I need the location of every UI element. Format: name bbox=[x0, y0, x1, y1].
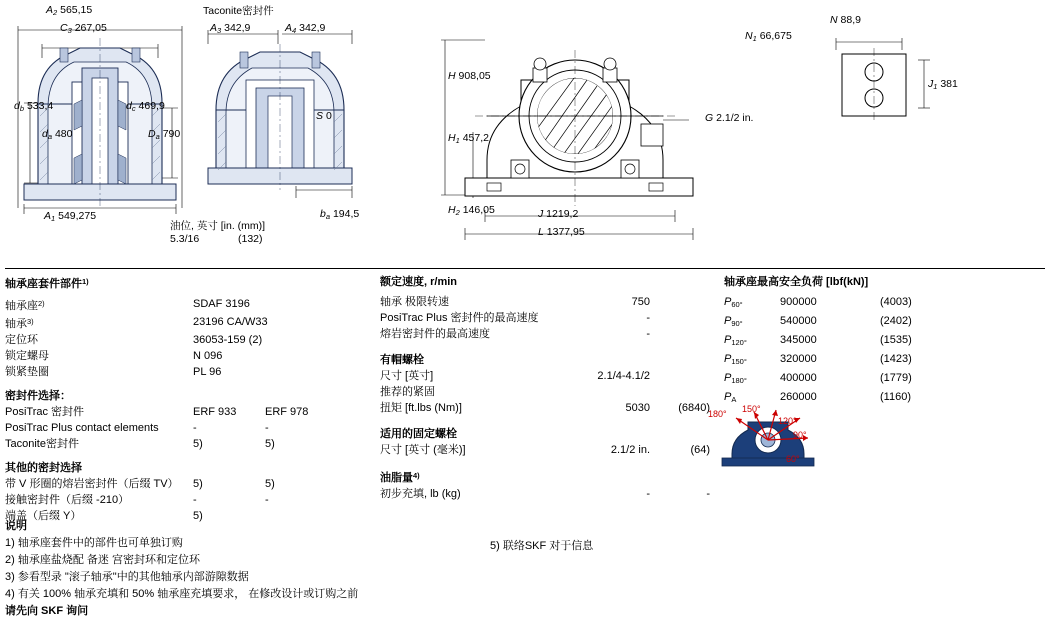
dim-Da: $D_a$ 790 bbox=[148, 128, 181, 141]
side-title: Taconite密封件 bbox=[203, 5, 274, 17]
note-item: 3) 参看型录 "滚子轴承"中的其他轴承内部游隙数据 bbox=[5, 571, 249, 583]
dim-da: $d_a$ 480 bbox=[42, 128, 73, 141]
notes-block bbox=[5, 518, 425, 620]
dim-L: L 1377,95 bbox=[538, 226, 585, 238]
speeds-header: 额定速度, r/min bbox=[380, 276, 458, 288]
oil-level-note-line2: 5.3/16 bbox=[170, 233, 200, 245]
component-row: 轴承$^{3)}$ 23196 CA/W33 bbox=[5, 316, 268, 330]
load-row: $P_A$ 260000 (1160) bbox=[724, 391, 911, 404]
footnote-5: 5) 联络SKF 对于信息 bbox=[490, 540, 594, 552]
seal-options-header: 密封件选择： bbox=[5, 390, 71, 402]
oil-level-note-line3: (132) bbox=[238, 233, 263, 245]
load-angle-label-150: 150° bbox=[742, 404, 761, 414]
other-seal-row: 端盖（后缀 Y） 5) bbox=[5, 510, 203, 522]
loads-header: 轴承座最高安全负荷 [lbf(kN)] bbox=[724, 276, 869, 288]
drawing-side-section bbox=[200, 18, 360, 218]
load-angle-label-60: 60° bbox=[786, 454, 800, 464]
note-item: 2) 轴承座盐烧配 备迷 宫密封环和定位环 bbox=[5, 554, 200, 566]
bolt-row: 扭矩 [ft.lbs (Nm)] 5030 (6840) bbox=[380, 402, 710, 414]
dim-A1: $A_1$ 549,275 bbox=[44, 210, 97, 223]
cap-bolts-header: 有帽螺栓 bbox=[380, 354, 424, 366]
load-row: $P_{90^\circ}$ 540000 (2402) bbox=[724, 315, 912, 328]
dim-dc: $d_c$ 469,9 bbox=[126, 100, 165, 113]
speeds-table bbox=[380, 274, 710, 502]
speed-row: PosiTrac Plus 密封件的最高速度 - bbox=[380, 312, 650, 324]
load-angle-label-120: 120° bbox=[778, 416, 797, 426]
bolt-row: 尺寸 [英寸] 2.1/4-4.1/2 bbox=[380, 370, 650, 382]
dim-G: G 2.1/2 in. bbox=[705, 112, 754, 124]
fixing-bolts-header: 适用的固定螺栓 bbox=[380, 428, 457, 440]
load-row: $P_{60^\circ}$ 900000 (4003) bbox=[724, 296, 912, 309]
note-item: 4) 有关 100% 轴承充填和 50% 轴承座充填要求， 在修改设计或订购之前 bbox=[5, 588, 359, 600]
dim-A3: $A_3$ 342,9 bbox=[210, 22, 251, 35]
dim-C3: $C_3$ 267,05 bbox=[60, 22, 107, 35]
component-row: 定位环 36053-159 (2) bbox=[5, 334, 263, 346]
seal-row: PosiTrac 密封件 ERF 933 ERF 978 bbox=[5, 406, 309, 418]
loads-table bbox=[724, 274, 1044, 408]
other-seal-row: 接触密封件（后缀 -210） - - bbox=[5, 494, 269, 506]
other-seal-row: 带 V 形圈的熔岩密封件（后缀 TV） 5) 5) bbox=[5, 478, 275, 490]
dim-A2: $A_2$ 565,15 bbox=[46, 4, 93, 17]
fixing-row: 尺寸 [英寸 (毫米)] 2.1/2 in. (64) bbox=[380, 444, 710, 456]
seal-row: Taconite密封件 5) 5) bbox=[5, 438, 275, 450]
load-row: $P_{120^\circ}$ 345000 (1535) bbox=[724, 334, 912, 347]
bolt-row: 推荐的紧固 bbox=[380, 386, 435, 398]
dim-J: J 1219,2 bbox=[538, 208, 579, 220]
table-top-divider bbox=[5, 268, 1045, 269]
dim-S: S 0 bbox=[316, 110, 332, 122]
notes-title: 说明 bbox=[5, 520, 27, 532]
seal-row: PosiTrac Plus contact elements - - bbox=[5, 422, 269, 434]
load-angle-label-180: 180° bbox=[708, 409, 727, 419]
dim-J1: $J_1$ 381 bbox=[928, 78, 958, 91]
dim-db: $d_b$ 533,4 bbox=[14, 100, 54, 113]
other-seal-header: 其他的密封选择 bbox=[5, 462, 82, 474]
oil-level-note-line1: 油位, 英寸 [in. (mm)] bbox=[170, 220, 266, 232]
dim-H2: $H_2$ 146,05 bbox=[448, 204, 495, 217]
grease-row: 初步充填, lb (kg) - - bbox=[380, 488, 710, 500]
dim-ba: $b_a$ 194,5 bbox=[320, 208, 360, 221]
speed-row: 熔岩密封件的最高速度 - bbox=[380, 328, 650, 340]
components-header: 轴承座套件部件$^{1)}$ bbox=[5, 277, 89, 290]
load-row: $P_{150^\circ}$ 320000 (1423) bbox=[724, 353, 912, 366]
dim-A4: $A_4$ 342,9 bbox=[285, 22, 326, 35]
grease-header: 油脂量$^{4)}$ bbox=[380, 471, 420, 484]
dim-H1: $H_1$ 457,2 bbox=[448, 132, 489, 145]
component-row: 轴承座$^{2)}$ SDAF 3196 bbox=[5, 298, 250, 312]
note-item: 1) 轴承座套件中的部件也可单独订购 bbox=[5, 537, 183, 549]
load-angle-label-90: 90° bbox=[793, 430, 807, 440]
dim-N: N 88,9 bbox=[830, 14, 861, 26]
components-table bbox=[5, 274, 355, 524]
note-item: 请先向 SKF 询问 bbox=[5, 605, 89, 617]
component-row: 锁定螺母 N 096 bbox=[5, 350, 223, 362]
dim-H: H 908,05 bbox=[448, 70, 491, 82]
dim-N1: $N_1$ 66,675 bbox=[745, 30, 792, 43]
load-direction-diagram bbox=[714, 408, 834, 470]
speed-row: 轴承 极限转速 750 bbox=[380, 296, 650, 308]
load-row: $P_{180^\circ}$ 400000 (1779) bbox=[724, 372, 912, 385]
component-row: 锁紧垫圈 PL 96 bbox=[5, 366, 222, 378]
